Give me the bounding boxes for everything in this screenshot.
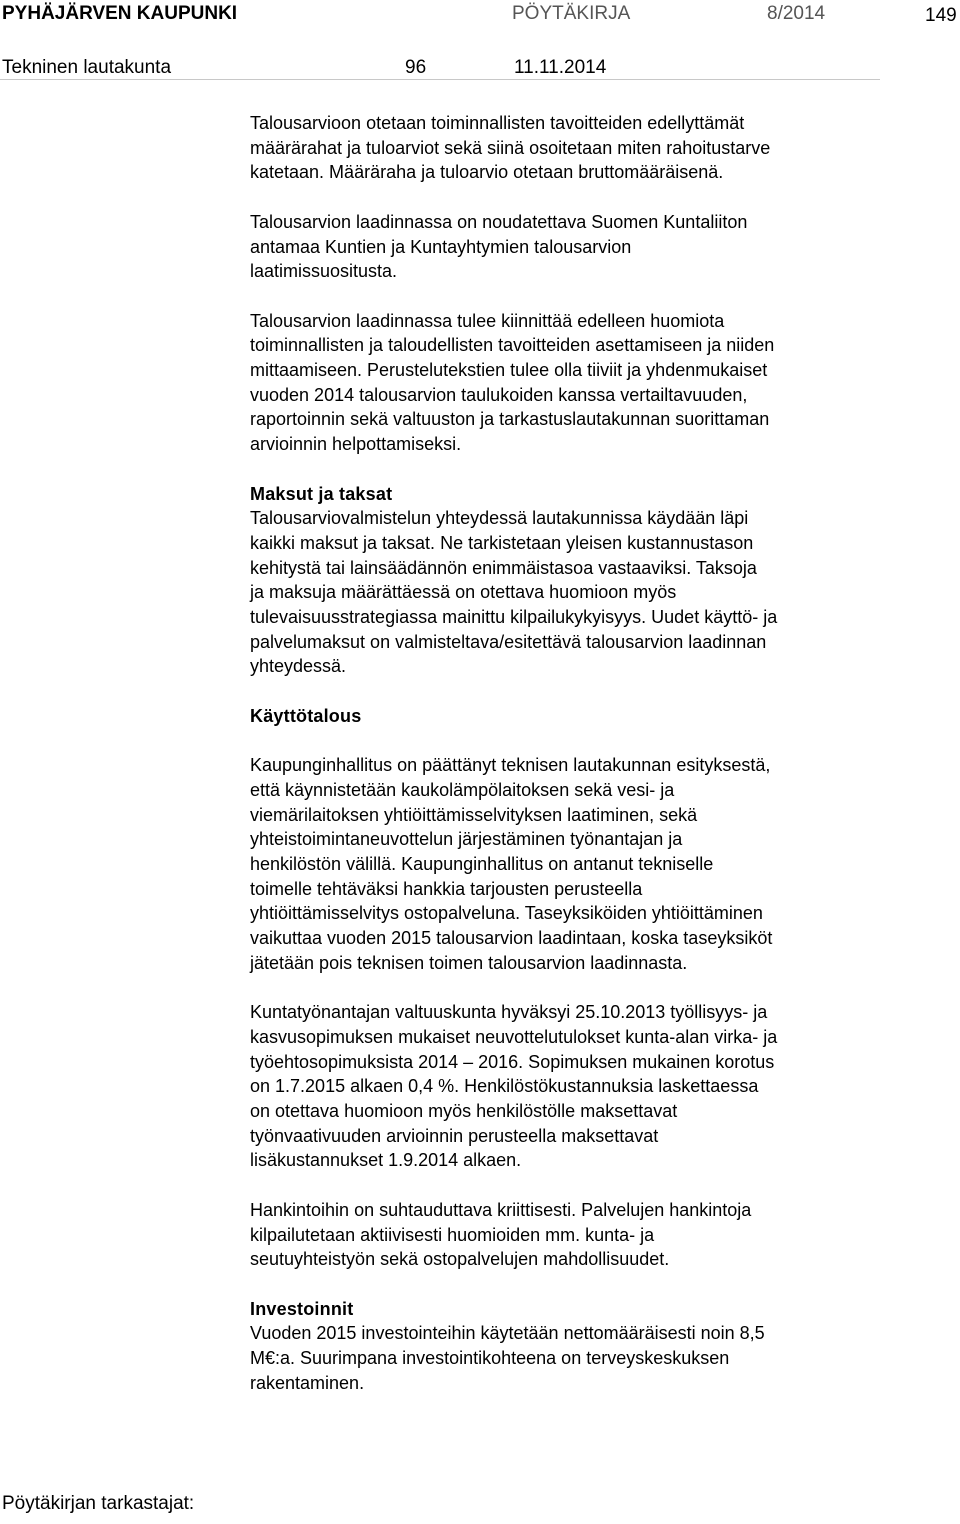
header-divider [0, 79, 880, 80]
paragraph-spacer [250, 1272, 890, 1297]
paragraph-city-board-decision: Kaupunginhallitus on päättänyt teknisen lautakunnan esityksestä, että käynnistetään kaukolämpölaitoksen sekä vesi- ja viemärilaitoksen yhtiöittämisselvityksen laatiminen, sekä yhteistoimintaneuvottelun järjestäminen työnantajan ja henkilöstön välillä. Kaupunginhallitus on antanut tekniselle toimelle tehtäväksi hankkia tarjousten perusteella yhtiöittämisselvitys ostopalveluna. Taseyksiköiden yhtiöittäminen vaikuttaa vuoden 2015 talousarvion laadintaan, koska taseyksiköt jätetään pois teknisen toimen talousarvion laadinnasta. [250, 755, 773, 973]
heading-fees: Maksut ja taksat [250, 483, 393, 504]
page-number: 149 [925, 5, 957, 26]
paragraph-spacer [250, 185, 890, 210]
document-number: 8/2014 [767, 3, 826, 24]
meeting-date: 11.11.2014 [514, 57, 607, 78]
paragraph-budget-intro: Talousarvioon otetaan toiminnallisten tavoitteiden edellyttämät määrärahat ja tuloarviot sekä siinä osoitetaan miten rahoitustarve katetaan. Määräraha ja tuloarvio otetaan bruttomääräisenä. [250, 113, 771, 183]
paragraph-spacer [250, 457, 890, 482]
footer-inspectors-label: Pöytäkirjan tarkastajat: [2, 1493, 195, 1514]
section-number: 96 [405, 57, 427, 78]
heading-operating-economy: Käyttötalous [250, 705, 362, 726]
paragraph-spacer [250, 1173, 890, 1198]
board-name: Tekninen lautakunta [2, 57, 172, 78]
paragraph-investments: Vuoden 2015 investointeihin käytetään nettomääräisesti noin 8,5 M€:a. Suurimpana investointikohteena on terveyskeskuksen rakentaminen. [250, 1323, 765, 1393]
paragraph-spacer [250, 729, 890, 754]
paragraph-employment-agreement: Kuntatyönantajan valtuuskunta hyväksyi 25.10.2013 työllisyys- ja kasvusopimuksen mukaiset neuvottelutulokset kunta-alan virka- ja työehtosopimuksista 2014 – 2016. Sopimuksen mukainen korotus on 1.7.2015 alkaen 0,4 %. Henkilöstökustannuksia laskettaessa on otettava huomioon myös henkilöstölle maksettavat työnvaativuuden arvioinnin perusteella maksettavat lisäkustannukset 1.9.2014 alkaen. [250, 1002, 778, 1171]
paragraph-spacer [250, 976, 890, 1001]
paragraph-procurement: Hankintoihin on suhtauduttava kriittisesti. Palvelujen hankintoja kilpailutetaan aktiivisesti huomioiden mm. kunta- ja seutuyhteistyön sekä ostopalvelujen mahdollisuudet. [250, 1199, 752, 1270]
paragraph-fees: Talousarviovalmistelun yhteydessä lautakunnissa käydään läpi kaikki maksut ja taksat. Ne tarkistetaan yleisen kustannustason kehitystä tai lainsäädännön enimmäistasoa vastaaviksi. Taksoja ja maksuja määrättäessä on otettava huomioon myös tulevaisuusstrategiassa mainittu kilpailukykyisyys. Uudet käyttö- ja palvelumaksut on valmisteltava/esitettävä talousarvion laadinnan yhteydessä. [250, 508, 778, 677]
heading-investments: Investoinnit [250, 1298, 354, 1319]
paragraph-budget-objectives: Talousarvion laadinnassa tulee kiinnittää edelleen huomiota toiminnallisten ja taloudellisten tavoitteiden asettamiseen ja niiden mittaamiseen. Perustelutekstien tulee olla tiiviit ja yhdenmukaiset vuoden 2014 talousarvion taulukoiden kanssa vertailtavuuden, raportoinnin sekä valtuuston ja tarkastuslautakunnan suorittaman arvioinnin helpottamiseksi. [250, 310, 775, 455]
organization-name: PYHÄJÄRVEN KAUPUNKI [2, 3, 238, 24]
document-body [250, 111, 890, 1395]
paragraph-spacer [250, 679, 890, 704]
paragraph-spacer [250, 284, 890, 309]
paragraph-budget-guidelines: Talousarvion laadinnassa on noudatettava Suomen Kuntaliiton antamaa Kuntien ja Kuntayhtymien talousarvion laatimissuositusta. [250, 211, 748, 282]
document-type: PÖYTÄKIRJA [512, 3, 631, 24]
